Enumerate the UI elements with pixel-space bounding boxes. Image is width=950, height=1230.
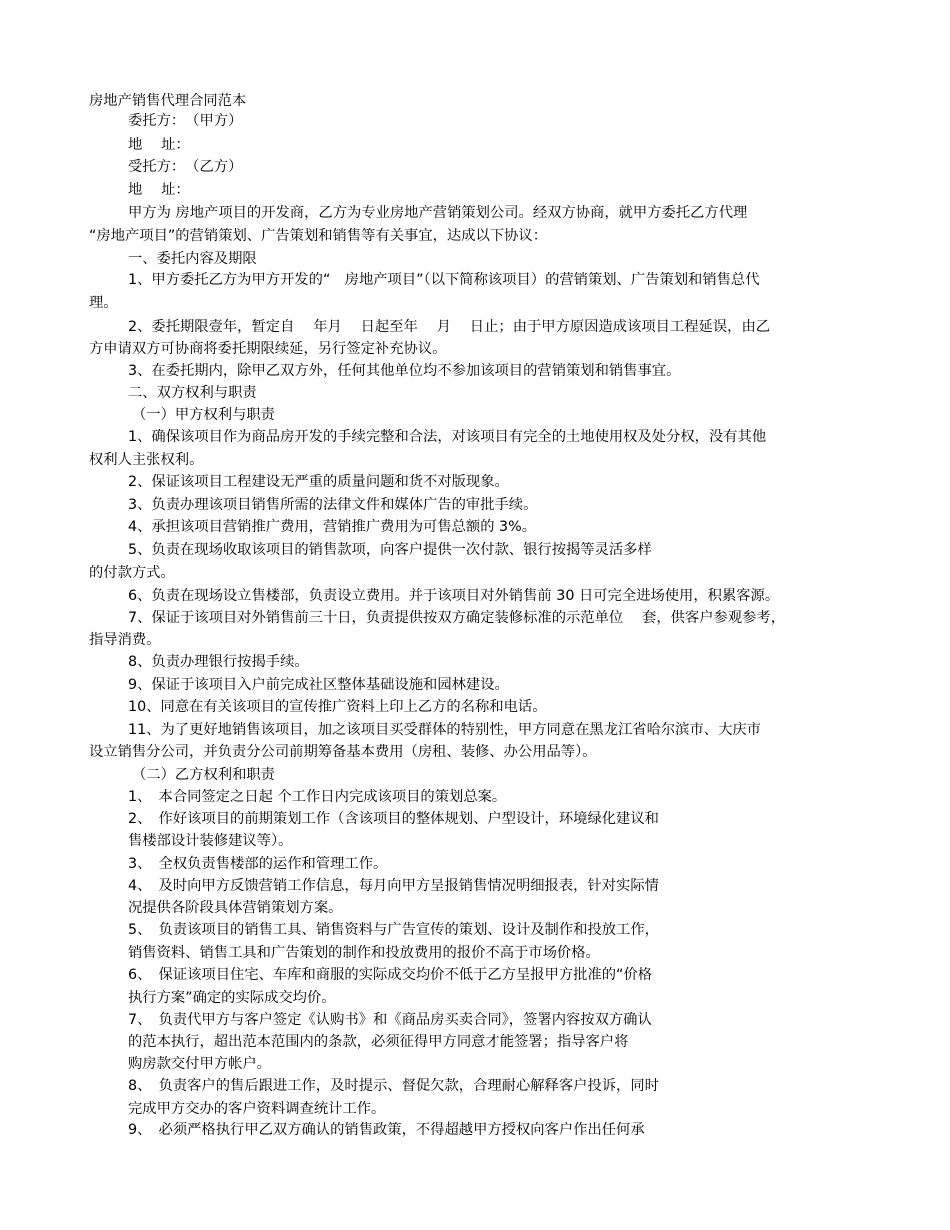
contract-line: 9、保证于该项目入户前完成社区整体基础设施和园林建设。 [128,677,509,693]
contract-line: 售楼部设计装修建议等）。 [128,833,293,849]
contract-line: 二、双方权利与职责 [128,385,257,401]
contract-line: 11、为了更好地销售该项目，加之该项目买受群体的特别性，甲方同意在黑龙江省哈尔滨市、大庆市 [128,722,761,738]
contract-line: （二）乙方权利和职责 [132,767,275,783]
contract-line: 地 址： [128,137,190,153]
contract-line: 的范本执行，超出范本范围内的条款，必须征得甲方同意才能签署；指导客户将 [128,1034,629,1050]
contract-line: 1、甲方委托乙方为甲方开发的“ 房地产项目”（以下简称该项目）的营销策划、广告策划和销售总代 [128,272,760,288]
contract-line: 购房款交付甲方帐户。 [128,1056,271,1072]
document-title: 房地产销售代理合同范本 [89,93,247,109]
contract-line: （一）甲方权利与职责 [132,407,275,423]
contract-line: 8、负责办理银行按揭手续。 [128,654,309,670]
contract-line: 理。 [89,295,118,311]
contract-line: 2、保证该项目工程建设无严重的质量问题和货不对版现象。 [128,474,509,490]
contract-line: 方申请双方可协商将委托期限续延，另行签定补充协议。 [89,341,447,357]
contract-line: 完成甲方交办的客户资料调查统计工作。 [128,1101,386,1117]
contract-line: 指导消费。 [89,632,161,648]
contract-line: 一、委托内容及期限 [128,251,257,267]
contract-line: 6、负责在现场设立售楼部，负责设立费用。并于该项目对外销售前 30 日可完全进场使用，积累客源。 [128,588,780,604]
contract-line: 委托方： （甲方） [128,113,243,129]
contract-line: 4、 及时向甲方反馈营销工作信息，每月向甲方呈报销售情况明细报表，针对实际情 [128,878,659,894]
contract-line: 2、 作好该项目的前期策划工作（含该项目的整体规划、户型设计，环境绿化建议和 [128,811,659,827]
contract-line: 3、在委托期内，除甲乙双方外，任何其他单位均不参加该项目的营销策划和销售事宜。 [128,363,681,379]
contract-line: 9、 必须严格执行甲乙双方确认的销售政策，不得超越甲方授权向客户作出任何承 [128,1122,645,1138]
contract-line: 4、承担该项目营销推广费用，营销推广费用为可售总额的 3%。 [128,519,537,535]
contract-line: 1、 本合同签定之日起 个工作日内完成该项目的策划总案。 [128,789,507,805]
contract-line: 地 址： [128,182,190,198]
contract-line: 权利人主张权利。 [89,452,204,468]
contract-line: 况提供各阶段具体营销策划方案。 [128,900,343,916]
contract-line: 5、 负责该项目的销售工具、销售资料与广告宣传的策划、设计及制作和投放工作， [128,922,659,938]
contract-line: “房地产项目”的营销策划、广告策划和销售等有关事宜，达成以下协议： [89,228,548,244]
contract-line: 3、负责办理该项目销售所需的法律文件和媒体广告的审批手续。 [128,497,538,513]
contract-line: 7、保证于该项目对外销售前三十日，负责提供按双方确定装修标准的示范单位 套，供客户参观参考， [128,610,785,626]
contract-line: 销售资料、销售工具和广告策划的制作和投放费用的报价不高于市场价格。 [128,945,600,961]
contract-line: 10、同意在有关该项目的宣传推广资料上印上乙方的名称和电话。 [128,699,547,715]
contract-line: 6、 保证该项目住宅、车库和商服的实际成交均价不低于乙方呈报甲方批准的“价格 [128,967,653,983]
contract-line: 甲方为 房地产项目的开发商，乙方为专业房地产营销策划公司。经双方协商，就甲方委托乙方代理 [128,205,748,221]
contract-line: 1、确保该项目作为商品房开发的手续完整和合法，对该项目有完全的土地使用权及处分权，没有其他 [128,429,767,445]
contract-line: 受托方： （乙方） [128,159,243,175]
contract-line: 7、 负责代甲方与客户签定《认购书》和《商品房买卖合同》，签署内容按双方确认 [128,1012,652,1028]
contract-line: 5、负责在现场收取该项目的销售款项，向客户提供一次付款、银行按揭等灵活多样 [128,542,652,558]
contract-line: 2、委托期限壹年，暂定自 年月 日起至年 月 日止；由于甲方原因造成该项目工程延误，由乙 [128,319,771,335]
contract-line: 8、 负责客户的售后跟进工作，及时提示、督促欠款，合理耐心解释客户投诉，同时 [128,1078,659,1094]
contract-line: 的付款方式。 [89,565,175,581]
contract-line: 设立销售分公司，并负责分公司前期筹备基本费用（房租、装修、办公用品等）。 [89,744,597,760]
contract-line: 3、 全权负责售楼部的运作和管理工作。 [128,856,388,872]
contract-line: 执行方案”确定的实际成交均价。 [128,990,336,1006]
